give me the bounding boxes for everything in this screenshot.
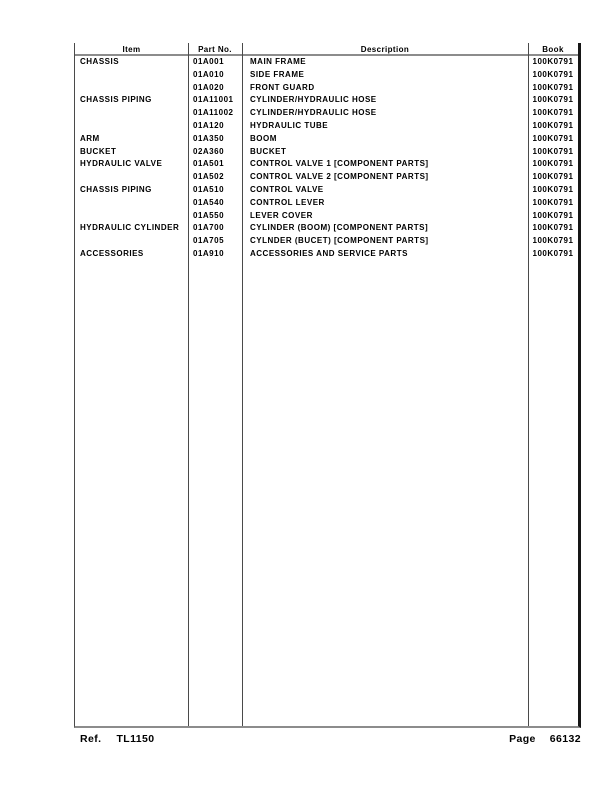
column-separator-description — [528, 43, 529, 726]
cell-book: 100K0791 — [532, 133, 574, 143]
cell-item: CHASSIS — [80, 57, 120, 66]
table-row — [75, 107, 578, 120]
table-row — [75, 56, 578, 69]
header-book: Book — [542, 45, 564, 54]
cell-description: CYLNDER (BUCET) [COMPONENT PARTS] — [250, 236, 429, 246]
cell-part-no: 01A350 — [193, 133, 225, 143]
cell-part-no: 01A502 — [193, 172, 225, 182]
cell-book: 100K0791 — [532, 69, 574, 79]
cell-item — [75, 69, 188, 82]
cell-item — [75, 82, 188, 95]
cell-book: 100K0791 — [532, 236, 574, 246]
cell-description: ACCESSORIES AND SERVICE PARTS — [250, 248, 408, 258]
cell-description: LEVER COVER — [250, 210, 313, 220]
cell-part-no: 01A540 — [193, 197, 225, 207]
cell-description: CONTROL VALVE 1 [COMPONENT PARTS] — [250, 159, 429, 169]
cell-book: 100K0791 — [532, 172, 574, 182]
cell-item — [75, 171, 188, 184]
footer-page — [509, 733, 581, 745]
page-footer — [74, 732, 581, 746]
cell-book: 100K0791 — [532, 57, 574, 66]
table-row — [75, 248, 578, 261]
cell-part-no: 01A010 — [193, 69, 225, 79]
cell-book: 100K0791 — [532, 248, 574, 258]
ref-value: TL1150 — [116, 733, 155, 745]
table-row — [75, 133, 578, 146]
cell-part-no: 01A910 — [193, 248, 225, 258]
cell-description: BUCKET — [250, 146, 287, 156]
table-row — [75, 197, 578, 210]
cell-item — [75, 197, 188, 210]
cell-part-no: 01A020 — [193, 82, 225, 92]
cell-description: CYLINDER/HYDRAULIC HOSE — [250, 108, 377, 118]
cell-book: 100K0791 — [532, 223, 574, 233]
table-body — [75, 56, 578, 261]
header-item: Item — [122, 45, 141, 54]
cell-book: 100K0791 — [532, 210, 574, 220]
cell-part-no: 01A705 — [193, 236, 225, 246]
cell-item: HYDRAULIC VALVE — [80, 159, 163, 169]
table-row — [75, 146, 578, 159]
cell-description: CONTROL VALVE 2 [COMPONENT PARTS] — [250, 172, 429, 182]
cell-description: CYLINDER/HYDRAULIC HOSE — [250, 95, 377, 105]
cell-book: 100K0791 — [532, 159, 574, 169]
cell-item — [75, 120, 188, 133]
table-row — [75, 222, 578, 235]
cell-part-no: 01A700 — [193, 223, 225, 233]
cell-description: HYDRAULIC TUBE — [250, 120, 329, 130]
cell-description: MAIN FRAME — [250, 57, 307, 66]
cell-description: CONTROL VALVE — [250, 184, 324, 194]
cell-part-no: 01A11001 — [193, 95, 234, 105]
cell-part-no: 01A550 — [193, 210, 225, 220]
header-description: Description — [360, 45, 410, 54]
table-row — [75, 210, 578, 223]
cell-book: 100K0791 — [532, 120, 574, 130]
cell-description: CONTROL LEVER — [250, 197, 325, 207]
cell-book: 100K0791 — [532, 146, 574, 156]
cell-book: 100K0791 — [532, 108, 574, 118]
header-part-no: Part No. — [198, 45, 232, 54]
table-row — [75, 120, 578, 133]
cell-book: 100K0791 — [532, 95, 574, 105]
table-row — [75, 171, 578, 184]
cell-book: 100K0791 — [532, 197, 574, 207]
cell-item: HYDRAULIC CYLINDER — [80, 223, 180, 233]
cell-item — [75, 235, 188, 248]
cell-item — [75, 210, 188, 223]
cell-part-no: 01A001 — [193, 57, 225, 66]
table-row — [75, 94, 578, 107]
cell-description: FRONT GUARD — [250, 82, 315, 92]
table-row — [75, 69, 578, 82]
footer-ref — [74, 733, 154, 745]
cell-item: CHASSIS PIPING — [80, 184, 152, 194]
cell-book: 100K0791 — [532, 184, 574, 194]
cell-part-no: 01A510 — [193, 184, 225, 194]
parts-table — [74, 43, 581, 728]
table-row — [75, 184, 578, 197]
table-row — [75, 235, 578, 248]
cell-part-no: 01A120 — [193, 120, 225, 130]
cell-item — [75, 107, 188, 120]
cell-description: CYLINDER (BOOM) [COMPONENT PARTS] — [250, 223, 429, 233]
cell-item: ACCESSORIES — [80, 248, 144, 258]
page-value: 66132 — [549, 733, 581, 745]
cell-part-no: 01A11002 — [193, 108, 234, 118]
cell-description: BOOM — [250, 133, 277, 143]
column-separator-item — [188, 43, 189, 726]
ref-label: Ref. — [80, 733, 102, 745]
page-label: Page — [509, 733, 536, 745]
cell-description: SIDE FRAME — [250, 69, 305, 79]
cell-item: CHASSIS PIPING — [80, 95, 152, 105]
cell-item: BUCKET — [80, 146, 117, 156]
table-row — [75, 82, 578, 95]
column-separator-part-no — [242, 43, 243, 726]
cell-part-no: 02A360 — [193, 146, 225, 156]
table-row — [75, 158, 578, 171]
cell-book: 100K0791 — [532, 82, 574, 92]
cell-item: ARM — [80, 133, 100, 143]
cell-part-no: 01A501 — [193, 159, 225, 169]
table-header — [75, 43, 578, 56]
